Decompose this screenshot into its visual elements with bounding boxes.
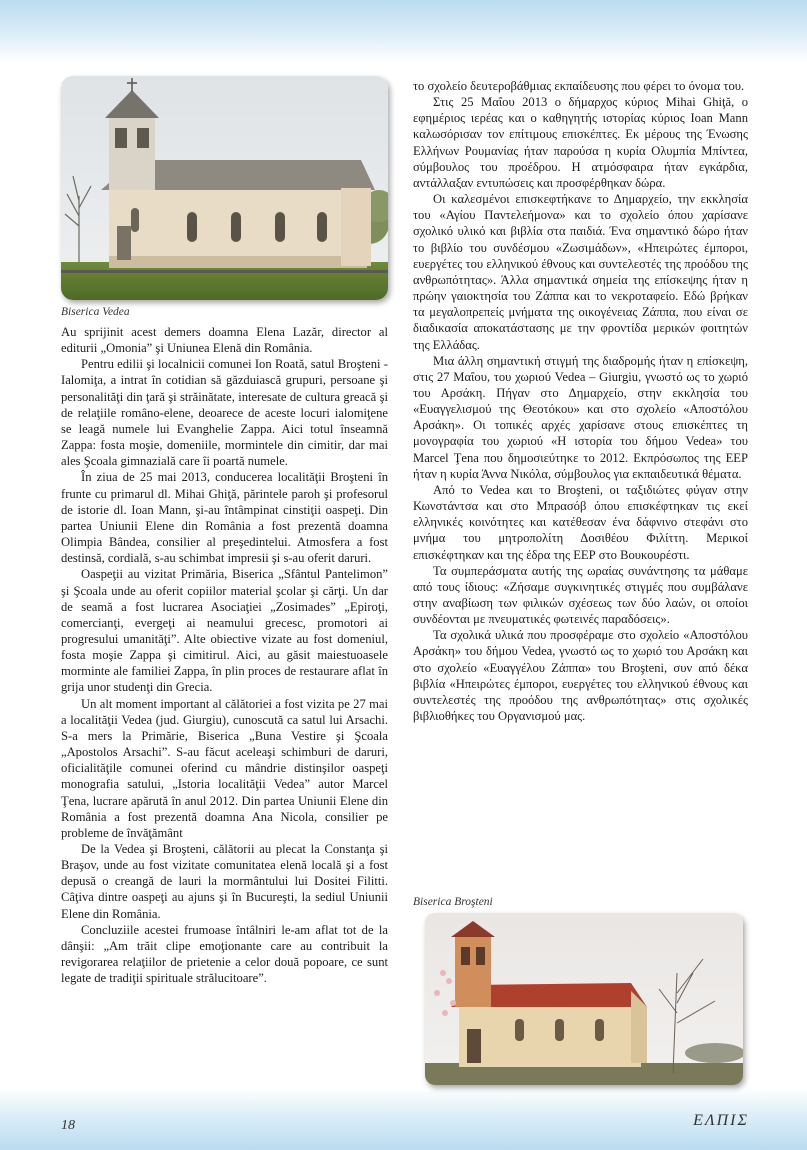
photo-vedea-church [61,76,388,300]
paragraph: Pentru edilii şi localnicii comunei Ion Roată, satul Broşteni - Ialomiţa, a intrat în cotidian să găzduiască grupuri, persoane şi personalităţi din ţară şi străinătate, interesate de cultura greacă şi de relaţiile româno-elene, deoarece de aceste locuri ialomiţene se leagă numele lui Evanghelie Zappa. Aici totul înseamnă Zappa: fosta moşie, domeniile, mormintele din cimitir, dar mai ales Şcoala gimnazială care îi poartă numele. [61,357,388,469]
paragraph: De la Vedea şi Broşteni, călătorii au plecat la Constanţa şi Braşov, unde au fost vizitate comunitatea elenă locală şi a fost depusă o creangă de lauri la mormântului lui Dositei Filitti. Câţiva dintre oaspeţi au ajuns şi în Bucureşti, la sediul Uniunii Elene din România. [61,842,388,921]
footer-gradient-band [0,1088,807,1150]
paragraph: Στις 25 Μαΐου 2013 ο δήμαρχος κύριος Mihai Ghiţă, ο εφημέριος ιερέας και ο καθηγητής ιστορίας κύριος Ioan Mann καλωσόρισαν τον επίτιμους επισκέπτες. Εκ μέρους της Ένωσης Ελλήνων Ρουμανίας ήταν παρούσα η κυρία Ολυμπία Μπίντεα, σύμβουλος του προέδρου. Η ατμόσφαιρα ήταν εγκάρδια, αντάλλαξαν εντυπώσεις και προσφέρθηκαν δώρα. [413,95,748,190]
header-gradient-band [0,0,807,62]
left-column-romanian [61,324,388,986]
paragraph: Οι καλεσμένοι επισκεφτήκανε το Δημαρχείο, την εκκλησία του «Αγίου Παντελεήμονα» και το σχολείο όπου χαρίσανε σχολικό υλικό και βιβλία στα παιδιά. Ένα σημαντικό δώρο ήταν το βιβλίο του συνδέσμου «Ζωσιμάδων», «Ηπειρώτες έμποροι, ευεργέτες του ελληνικού έθνους και συντελεστές της προόδου της ανθρωπότητας». Άλλα σημαντικά σημεία της επίσκεψης ήταν η πρώην γαιοκτησία του Ζάππα και το νεκροταφείο. Εδώ βρήκαν τα μεγαλοπρεπείς μνήματα της οικογένειας Ζάππα, που είναι σε διαδικασία αποκατάστασης με την φροντίδα μερικών φοιτητών της Ελλάδας. [413,192,748,352]
paragraph: Oaspeţii au vizitat Primăria, Biserica „Sfântul Pantelimon” şi Şcoala unde au oferit copiilor material şcolar şi cărţi. Un dar de seamă a fost lucrarea Asociaţiei „Zosimades” „Epiroţi, comercianţi, evergeţi ai neamului grecesc, promotori ai progresului umanităţi”. Alte obiective vizate au fost domeniul, fosta moşie Zappa şi cimitirul. Aici, au găsit maiestuoasele morminte ale familiei Zappa, în plin proces de restaurare aflat în grija unor studenţi din Grecia. [61,567,388,695]
caption-vedea: Biserica Vedea [61,306,130,318]
paragraph: το σχολείο δευτεροβάθμιας εκπαίδευσης που φέρει το όνομα του. [413,79,745,93]
caption-brosteni: Biserica Broşteni [413,896,493,908]
paragraph: Au sprijinit acest demers doamna Elena Lazăr, director al editurii „Omonia” şi Uniunea Elenă din România. [61,325,388,356]
paragraph: Από το Vedea και το Broşteni, οι ταξιδιώτες φύγαν στην Κωνστάντσα και στο Μπρασόβ όπου επισκέφτηκαν τις εκεί ελληνικές κοινότητες και κατέθεσαν ένα δάφνινο στεφάνι στο μνήμα του μητροπολίτη Δοσιθέου Φιλίττη. Μερικοί επισκέφτηκαν και της έδρα της ΕΕΡ στο Βουκουρέστι. [413,482,748,562]
journal-name: ΕΛΠΙΣ [693,1112,749,1129]
paragraph: Concluziile acestei frumoase întâlniri le-am aflat tot de la dânşii: „Am trăit clipe emoţionante care au contribuit la revigorarea relaţiilor de prietenie a celor două popoare, ce sunt legate de tradiţii spirituale strălucitoare”. [61,922,388,986]
paragraph: În ziua de 25 mai 2013, conducerea localităţii Broşteni în frunte cu primarul dl. Mihai Ghiţă, părintele paroh şi profesorul de istorie dl. Ioan Mann, şi-au întâmpinat cinstiţii oaspeţi. Din partea Uniunii Elene din România a fost prezentă doamna Olimpia Bândea, consilier al preşedintelui. Atmosfera a fost destinsă, cordială, s-au schimbat impresii şi s-au oferit daruri. [61,470,388,566]
paragraph: Un alt moment important al călătoriei a fost vizita pe 27 mai a localităţii Vedea (jud. Giurgiu), cunoscută ca satul lui Arsachi. S-a mers la Primărie, Biserica „Buna Vestire şi Şcoala „Apostolos Arsachi”. S-au făcut aceleaşi schimburi de daruri, oficialităţile comunei oferind cu mândrie distinşilor oaspeţi monografia satului, „Istoria localităţii Vedea” autor Marcel Ţena, lucrare apărută în anul 2012. Din partea Uniunii Elene din România a fost prezentă doamna Ana Nicola, consilier pe probleme de învăţământ [61,696,388,840]
photo-brosteni-church [425,913,743,1085]
page-number: 18 [61,1118,75,1133]
paragraph: Τα σχολικά υλικά που προσφέραμε στο σχολείο «Αποστόλου Αρσάκη» του δήμου Vedea, γνωστό ως το χωριό του Αρσάκη και στο σχολείο «Ευαγγέλου Ζάππα» του Broşteni, συν από δέκα βιβλία «Ηπειρώτες έμποροι, ευεργέτες του ελληνικού έθνους και συντελεστές της προόδου της ανθρωπότητας» στις σχολικές βιβλιοθήκες του Οργανισμού μας. [413,628,748,724]
paragraph: Μια άλλη σημαντική στιγμή της διαδρομής ήταν η επίσκεψη, στις 27 Μαΐου, του χωριού Vedea – Giurgiu, γνωστό ως το χωριό του Αρσάκη. Πήγαν στο Δημαρχείο, στην εκκλησία του «Ευαγγελισμού της Θεοτόκου» και στο σχολείο «Αποστόλου Αρσάκη». Οι τοπικές αρχές χαρίσανε στους επισκέπτες τη μονογραφία του χωριού «Η ιστορία του δήμου Vedea» του Marcel Ţena που δημοσιεύτηκε το 2012. Εκπρόσωπος της ΕΕΡ ήταν η κυρία Άννα Νικόλα, σύμβουλος για εκπαιδευτικά θέματα. [413,353,748,481]
right-column-greek [413,78,748,724]
paragraph: Τα συμπεράσματα αυτής της ωραίας συνάντησης τα μάθαμε από τους ίδιους: «Ζήσαμε συγκινητικές στιγμές που συμβάλανε στην αναβίωση των φιλικών σχέσεως των δύο λαών, οι οποίοι συνδέονται με πνευματικές φωτεινές παραδόσεις». [413,563,748,627]
